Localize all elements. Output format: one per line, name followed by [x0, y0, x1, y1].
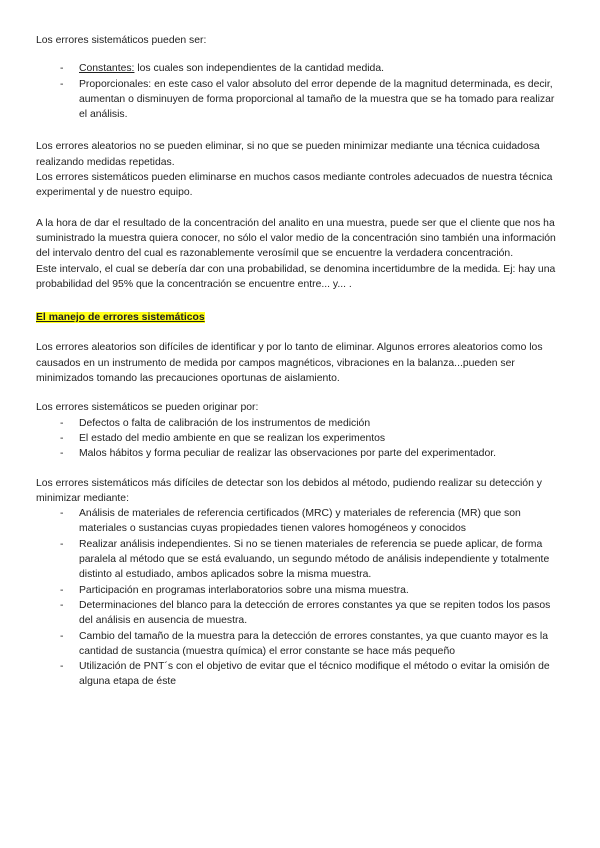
item-text: Determinaciones del blanco para la detección de errores constantes ya que se repiten todos los pasos del análisis en ausencia de muestra. [79, 599, 551, 627]
dash-bullet: - [60, 599, 64, 611]
item-text: los cuales son independientes de la cantidad medida. [134, 63, 385, 75]
list-item [36, 537, 556, 583]
paragraph-resultado: A la hora de dar el resultado de la concentración del analito en una muestra, puede ser que el cliente que nos ha suministrado la muestra quiera conocer, no sólo el valor medio de la concentración sino también una información del intervalo dentro del cual es razonablemente verosímil que se encuentre la verdadera concentración. [36, 217, 556, 260]
list-item [36, 77, 556, 123]
list-item [36, 659, 556, 690]
paragraph-intervalo: Este intervalo, el cual se debería dar con una probabilidad, se denomina incertidumbre de la medida. Ej: hay una probabilidad del 95% que la concentración se encuentre entre... y... . [36, 263, 556, 290]
methods-list [36, 506, 556, 690]
error-types-list [36, 61, 556, 122]
item-text: Proporcionales: en este caso el valor absoluto del error depende de la magnitud determinada, es decir, aumentan o disminuyen de forma proporcional al tamaño de la muestra que se ha tomado para realizar el análisis. [79, 78, 555, 121]
list-item [36, 506, 556, 537]
dash-bullet: - [60, 417, 64, 429]
item-text: El estado del medio ambiente en que se realizan los experimentos [79, 432, 386, 444]
list-item [36, 598, 556, 629]
origins-list [36, 416, 556, 462]
dash-bullet: - [60, 78, 64, 90]
list-item [36, 446, 556, 461]
section-heading: El manejo de errores sistemáticos [36, 312, 205, 324]
item-text: Realizar análisis independientes. Si no se tienen materiales de referencia se puede aplicar, de forma paralela al método que se está evaluando, un segundo método de análisis independiente y totalmente distinto al estudiado, ambos aplicados sobre la misma muestra. [79, 538, 550, 581]
dash-bullet: - [60, 63, 64, 75]
dash-bullet: - [60, 584, 64, 596]
item-text: Análisis de materiales de referencia certificados (MRC) y materiales de referencia (MR) que son materiales o sustancias cuyas propiedades tienen valores homogéneos y conocidos [79, 508, 521, 535]
term-constantes: Constantes: [79, 63, 135, 75]
item-text: Cambio del tamaño de la muestra para la detección de errores constantes, ya que cuanto mayor es la cantidad de sustancia (muestra química) el error constante se hace más pequeño [79, 630, 548, 657]
dash-bullet: - [60, 538, 64, 550]
origin-intro: Los errores sistemáticos se pueden originar por: [36, 402, 259, 414]
list-item [36, 629, 556, 660]
dash-bullet: - [60, 432, 64, 444]
method-intro: Los errores sistemáticos más difíciles de detectar son los debidos al método, pudiendo realizar su detección y minimizar mediante: [36, 477, 542, 504]
paragraph-dificiles: Los errores aleatorios son difíciles de identificar y por lo tanto de eliminar. Algunos errores aleatorios como los causados en un instrumento de medida por campos magnéticos, vibraciones en la balanza...pueden ser minimizados tomando las precauciones oportunas de aislamiento. [36, 342, 543, 385]
dash-bullet: - [60, 508, 64, 520]
dash-bullet: - [60, 448, 64, 460]
document-page [36, 33, 556, 690]
paragraph-aleatorios: Los errores aleatorios no se pueden eliminar, si no que se pueden minimizar mediante una técnica cuidadosa realizando medidas repetidas. [36, 141, 540, 168]
paragraph-sistematicos: Los errores sistemáticos pueden eliminarse en muchos casos mediante controles adecuados de nuestra técnica experimental y de nuestro equipo. [36, 172, 553, 199]
item-text: Utilización de PNT´s con el objetivo de evitar que el técnico modifique el método o evitar la omisión de alguna etapa de éste [79, 661, 550, 688]
section-heading-wrapper [36, 310, 556, 325]
list-item [36, 431, 556, 446]
item-text: Participación en programas interlaboratorios sobre una misma muestra. [79, 584, 409, 596]
list-item [36, 61, 556, 76]
list-item [36, 416, 556, 431]
item-text: Malos hábitos y forma peculiar de realizar las observaciones por parte del experimentador. [79, 448, 496, 460]
item-text: Defectos o falta de calibración de los instrumentos de medición [79, 417, 371, 429]
dash-bullet: - [60, 630, 64, 642]
intro-text: Los errores sistemáticos pueden ser: [36, 35, 207, 46]
dash-bullet: - [60, 661, 64, 673]
list-item [36, 583, 556, 598]
